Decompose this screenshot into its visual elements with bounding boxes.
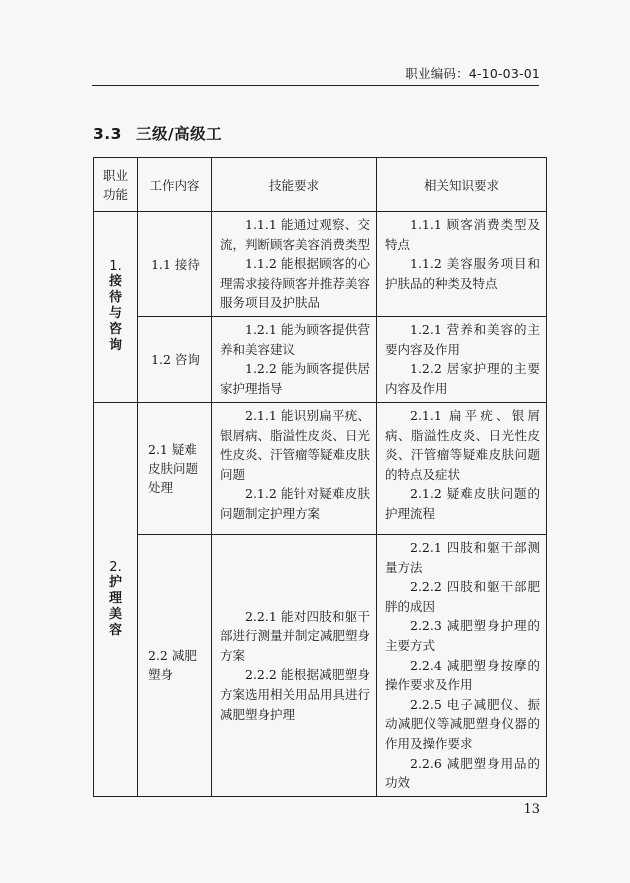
skill-item: 2.2.1 能对四肢和躯干部进行测量并制定减肥塑身方案 [220,608,371,663]
skill-item: 1.2.1 能为顾客提供营养和美容建议 [220,321,370,357]
knowledge-cell [377,316,547,402]
knowledge-item: 2.2.5 电子减肥仪、振动减肥仪等减肥塑身仪器的作用及操作要求 [385,696,540,751]
skill-cell [212,316,377,402]
knowledge-item: 2.2.3 减肥塑身护理的主要方式 [385,618,540,653]
function-name: 接待与咨询 [108,274,122,354]
knowledge-item: 1.1.1 顾客消费类型及特点 [385,217,540,252]
header-divider [92,85,539,86]
skill-item: 2.1.1 能识别扁平疣、银屑病、脂溢性皮炎、日光性皮炎、汗管瘤等疑难皮肤问题 [220,407,371,482]
function-cell-care [94,402,138,796]
table-header-row [94,158,547,212]
knowledge-item: 2.2.1 四肢和躯干部测量方法 [385,539,540,575]
table-row [94,316,547,402]
page-number: 13 [523,802,540,817]
knowledge-cell [377,402,547,534]
knowledge-cell [377,534,547,796]
skill-item: 1.2.2 能为顾客提供居家护理指导 [220,361,370,396]
knowledge-item: 1.2.2 居家护理的主要内容及作用 [385,361,540,396]
header-skill: 技能要求 [212,158,377,212]
function-cell-reception [94,212,138,403]
knowledge-cell [377,212,547,317]
table-row [94,212,547,317]
section-heading [93,122,222,144]
skill-cell [212,212,377,317]
knowledge-item: 1.2.1 营养和美容的主要内容及作用 [385,321,540,357]
work-content-cell: 1.2 咨询 [138,316,212,402]
header-work: 工作内容 [138,158,212,212]
knowledge-item: 2.1.1 扁平疣、银屑病、脂溢性皮炎、日光性皮炎、汗管瘤等疑难皮肤问题的特点及症状 [385,407,540,482]
table-row [94,402,547,534]
knowledge-item: 2.1.2 疑难皮肤问题的护理流程 [385,486,540,521]
knowledge-item: 2.2.6 减肥塑身用品的功效 [385,755,540,791]
knowledge-item: 1.1.2 美容服务项目和护肤品的种类及特点 [385,256,540,291]
knowledge-item: 2.2.2 四肢和躯干部肥胖的成因 [385,579,540,614]
skill-item: 2.2.2 能根据减肥塑身方案选用相关用品用具进行减肥塑身护理 [220,667,371,722]
work-content-cell: 1.1 接待 [138,212,212,317]
function-name: 护理美容 [108,574,122,638]
section-number: 3.3 [93,125,122,143]
skill-cell [212,534,377,796]
header-knowledge: 相关知识要求 [377,158,547,212]
skill-item: 2.1.2 能针对疑难皮肤问题制定护理方案 [220,486,370,521]
function-number: 2. [109,559,122,575]
table-row [94,534,547,796]
skill-item: 1.1.1 能通过观察、交流，判断顾客美容消费类型 [220,217,371,252]
skill-cell [212,402,377,534]
work-content-cell: 2.1 疑难皮肤问题处理 [138,402,212,534]
header-function: 职业功能 [94,158,138,212]
function-number: 1. [109,259,122,275]
knowledge-item: 2.2.4 减肥塑身按摩的操作要求及作用 [385,657,540,693]
occupation-code: 职业编码：4-10-03-01 [405,66,540,81]
skill-item: 1.1.2 能根据顾客的心理需求接待顾客并推荐美容服务项目及护肤品 [220,256,371,311]
work-content-cell: 2.2 减肥塑身 [138,534,212,796]
section-title: 三级/高级工 [135,125,223,143]
requirements-table [93,157,547,797]
